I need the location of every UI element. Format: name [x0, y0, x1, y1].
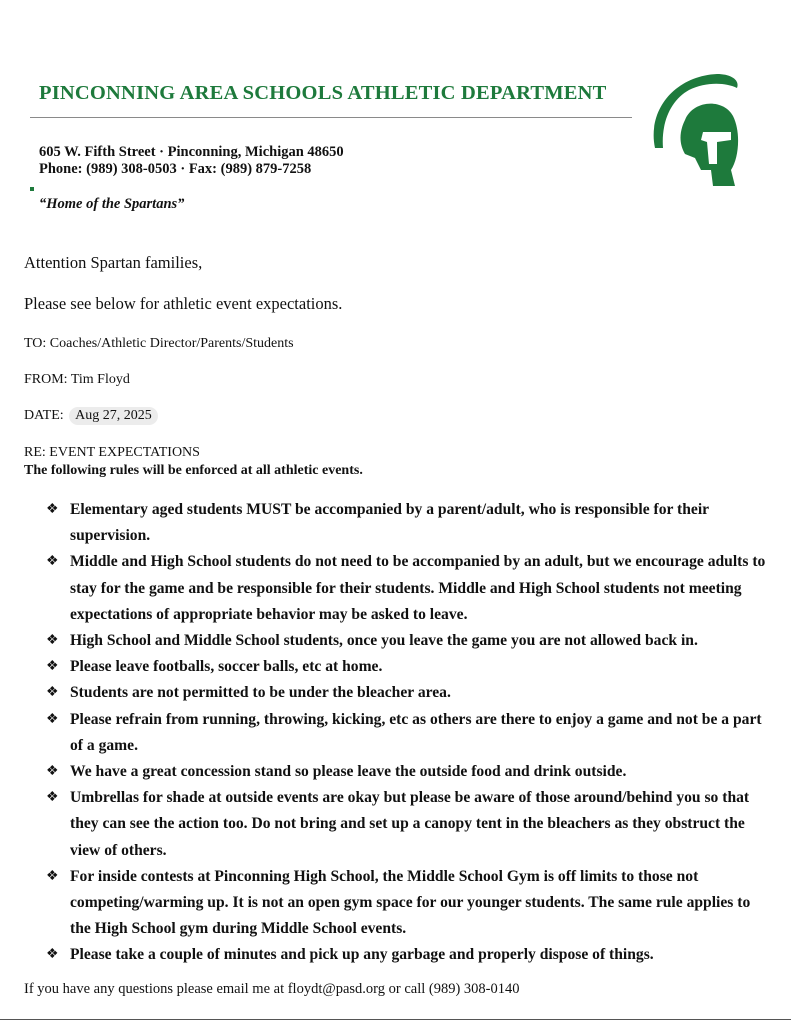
department-title: PINCONNING AREA SCHOOLS ATHLETIC DEPARTMENT — [39, 82, 607, 104]
date-label: DATE: — [24, 408, 64, 423]
rule-item — [46, 628, 771, 654]
diamond-bullet-icon: ❖ — [46, 711, 59, 727]
rule-item — [46, 759, 771, 785]
rules-intro: The following rules will be enforced at all athletic events. — [24, 463, 363, 478]
rule-text: We have a great concession stand so please leave the outside food and drink outside. — [70, 763, 627, 781]
rule-item — [46, 707, 771, 759]
diamond-bullet-icon: ❖ — [46, 633, 59, 649]
rule-text: Please refrain from running, throwing, kicking, etc as others are there to enjoy a game and not be a part of a game. — [70, 710, 762, 754]
diamond-bullet-icon: ❖ — [46, 764, 59, 780]
header-divider — [30, 117, 632, 118]
diamond-bullet-icon: ❖ — [46, 790, 59, 806]
rule-text: Please take a couple of minutes and pick up any garbage and properly dispose of things. — [70, 946, 654, 964]
rule-text: Students are not permitted to be under the bleacher area. — [70, 684, 451, 702]
rule-item — [46, 654, 771, 680]
diamond-bullet-icon: ❖ — [46, 947, 59, 963]
diamond-bullet-icon: ❖ — [46, 554, 59, 570]
date-chip[interactable]: Aug 27, 2025 — [69, 407, 158, 425]
diamond-bullet-icon: ❖ — [46, 502, 59, 517]
greeting: Attention Spartan families, — [24, 253, 203, 272]
rule-text: Please leave footballs, soccer balls, etc at home. — [70, 658, 383, 676]
rule-text: For inside contests at Pinconning High School, the Middle School Gym is off limits to those not competing/warming up. It is not an open gym space for our younger students. The same rule applies to the High School gym during Middle School events. — [70, 867, 751, 938]
memo-to: TO: Coaches/Athletic Director/Parents/Students — [24, 336, 294, 351]
rule-item — [46, 680, 771, 706]
diamond-bullet-icon: ❖ — [46, 685, 59, 701]
rule-text: Middle and High School students do not need to be accompanied by an adult, but we encourage adults to stay for the game and be responsible for their students. Middle and High School students not meeting expectations of appropriate behavior may be asked to leave. — [70, 553, 766, 623]
rule-text: High School and Middle School students, once you leave the game you are not allowed back in. — [70, 632, 698, 650]
diamond-bullet-icon: ❖ — [46, 868, 59, 884]
accent-dot — [30, 187, 34, 191]
rules-list — [46, 497, 771, 969]
contact-footer: If you have any questions please email me at floydt@pasd.org or call (989) 308-0140 — [24, 981, 520, 997]
rule-item — [46, 785, 771, 864]
diamond-bullet-icon: ❖ — [46, 659, 59, 675]
memo-subject: RE: EVENT EXPECTATIONS — [24, 445, 200, 460]
tagline: “Home of the Spartans” — [39, 196, 185, 212]
address-line: 605 W. Fifth Street · Pinconning, Michigan 48650 — [39, 144, 344, 160]
rule-item — [46, 497, 771, 549]
rule-item — [46, 942, 771, 968]
contact-block — [39, 144, 344, 178]
rule-item — [46, 549, 771, 628]
memo-from: FROM: Tim Floyd — [24, 372, 130, 387]
rule-text: Elementary aged students MUST be accompanied by a parent/adult, who is responsible for their supervision. — [70, 501, 709, 545]
phone-line: Phone: (989) 308-0503 · Fax: (989) 879-7258 — [39, 161, 312, 177]
rule-text: Umbrellas for shade at outside events are okay but please be aware of those around/behind you so that they can see the action too. Do not bring and set up a canopy tent in the bleachers as they obstruct the view of others. — [70, 789, 750, 859]
memo-date — [24, 407, 158, 425]
intro-text: Please see below for athletic event expectations. — [24, 294, 343, 313]
rule-item — [46, 864, 771, 943]
bottom-divider — [0, 1019, 791, 1020]
spartan-helmet-icon — [645, 70, 745, 188]
